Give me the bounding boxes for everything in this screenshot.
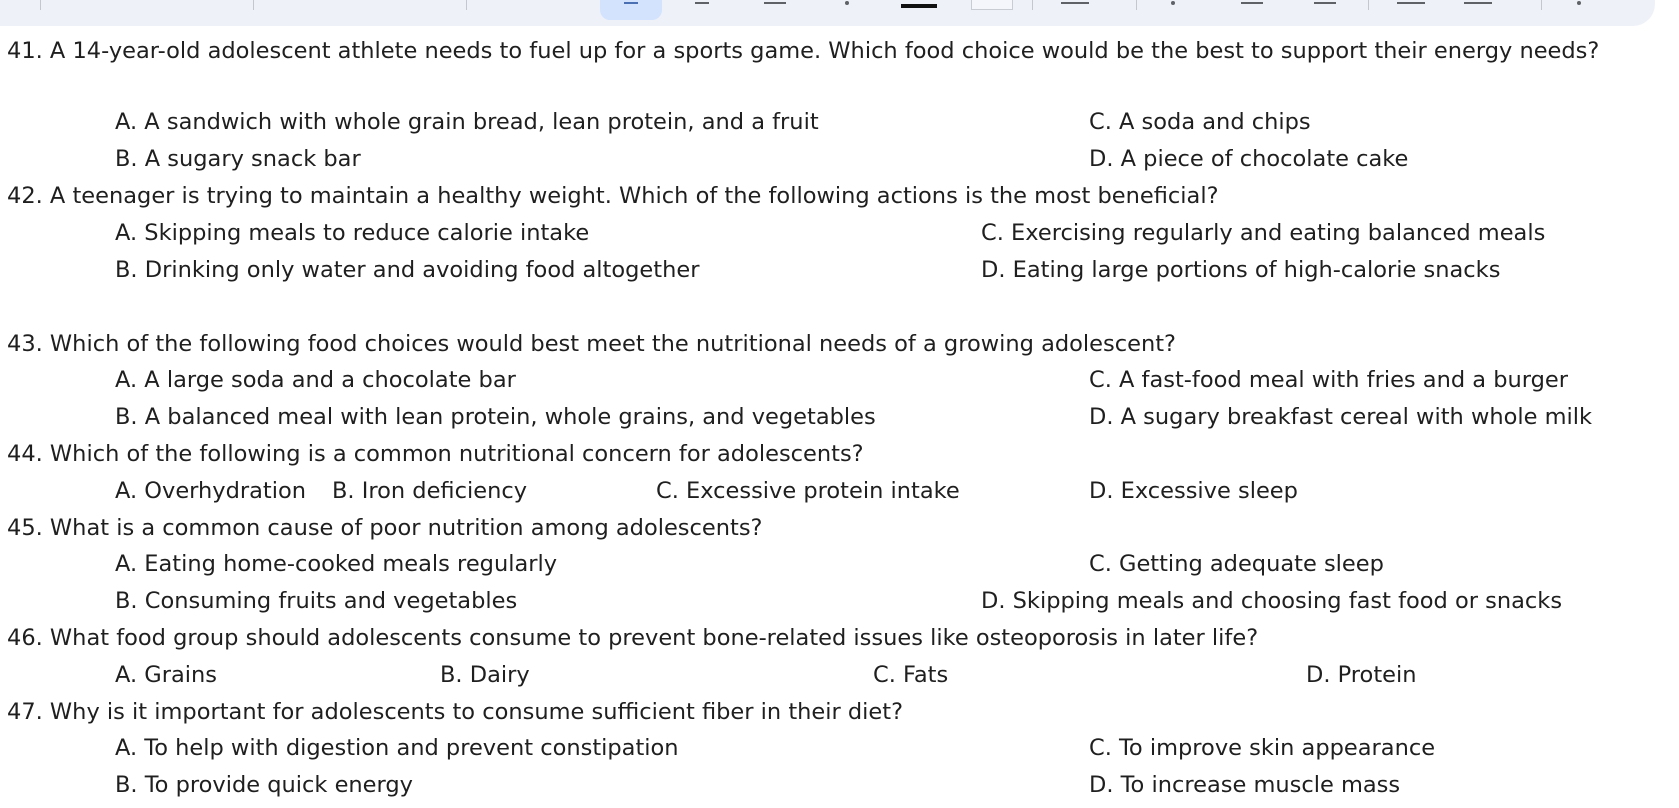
question-43-option-d: D. A sugary breakfast cereal with whole milk: [1089, 404, 1593, 430]
question-46-option-b: B. Dairy: [440, 662, 530, 688]
question-47-option-c: C. To improve skin appearance: [1089, 735, 1436, 761]
indent-icon[interactable]: [1314, 2, 1336, 4]
toolbar: [0, 0, 1655, 26]
question-42-option-b: B. Drinking only water and avoiding food altogether: [115, 257, 700, 283]
toolbar-separator: [1368, 0, 1369, 10]
toolbar-separator: [253, 0, 254, 10]
clear-format-icon[interactable]: [1464, 2, 1492, 4]
align-left-icon[interactable]: [695, 2, 709, 4]
question-44-option-d: D. Excessive sleep: [1089, 478, 1298, 504]
more-icon[interactable]: [1577, 1, 1581, 5]
align-icon: [624, 2, 638, 4]
line-spacing-icon[interactable]: [1061, 2, 1089, 4]
question-47: 47. Why is it important for adolescents to consume sufficient fiber in their diet?: [7, 699, 904, 725]
question-44-option-b: B. Iron deficiency: [332, 478, 528, 504]
question-42: 42. A teenager is trying to maintain a healthy weight. Which of the following actions is the most beneficial?: [7, 183, 1219, 209]
question-41-option-c: C. A soda and chips: [1089, 109, 1311, 135]
bullet-icon[interactable]: [845, 1, 849, 5]
question-44: 44. Which of the following is a common nutritional concern for adolescents?: [7, 441, 864, 467]
highlight-color-icon[interactable]: [971, 0, 1013, 10]
numbered-list-icon[interactable]: [1241, 2, 1263, 4]
question-45-option-b: B. Consuming fruits and vegetables: [115, 588, 518, 614]
question-45: 45. What is a common cause of poor nutrition among adolescents?: [7, 515, 763, 541]
toolbar-separator: [466, 0, 467, 10]
question-43-option-b: B. A balanced meal with lean protein, whole grains, and vegetables: [115, 404, 876, 430]
question-45-option-d: D. Skipping meals and choosing fast food or snacks: [981, 588, 1563, 614]
question-46-option-d: D. Protein: [1306, 662, 1417, 688]
list-icon[interactable]: [1171, 1, 1175, 5]
question-43-option-a: A. A large soda and a chocolate bar: [115, 367, 516, 393]
question-47-option-d: D. To increase muscle mass: [1089, 772, 1401, 798]
question-44-option-a: A. Overhydration: [115, 478, 307, 504]
question-41: 41. A 14-year-old adolescent athlete needs to fuel up for a sports game. Which food choice would be the best to support their energy needs?: [7, 38, 1600, 64]
question-45-option-c: C. Getting adequate sleep: [1089, 551, 1384, 577]
question-44-option-c: C. Excessive protein intake: [656, 478, 960, 504]
question-41-option-d: D. A piece of chocolate cake: [1089, 146, 1409, 172]
question-42-option-d: D. Eating large portions of high-calorie snacks: [981, 257, 1501, 283]
question-46: 46. What food group should adolescents consume to prevent bone-related issues like osteoporosis in later life?: [7, 625, 1259, 651]
question-42-option-a: A. Skipping meals to reduce calorie intake: [115, 220, 590, 246]
toolbar-separator: [1541, 0, 1542, 10]
question-47-option-a: A. To help with digestion and prevent constipation: [115, 735, 679, 761]
question-42-option-c: C. Exercising regularly and eating balanced meals: [981, 220, 1546, 246]
align-center-icon[interactable]: [764, 2, 786, 4]
question-46-option-a: A. Grains: [115, 662, 218, 688]
toolbar-separator: [40, 0, 41, 10]
question-45-option-a: A. Eating home-cooked meals regularly: [115, 551, 558, 577]
question-41-option-b: B. A sugary snack bar: [115, 146, 361, 172]
question-43-option-c: C. A fast-food meal with fries and a burger: [1089, 367, 1568, 393]
toolbar-separator: [1032, 0, 1033, 10]
question-46-option-c: C. Fats: [873, 662, 949, 688]
toolbar-separator: [1136, 0, 1137, 10]
question-41-option-a: A. A sandwich with whole grain bread, lean protein, and a fruit: [115, 109, 819, 135]
text-color-icon[interactable]: [901, 4, 937, 8]
outdent-icon[interactable]: [1397, 2, 1425, 4]
question-43: 43. Which of the following food choices would best meet the nutritional needs of a growing adolescent?: [7, 331, 1176, 357]
question-47-option-b: B. To provide quick energy: [115, 772, 413, 798]
